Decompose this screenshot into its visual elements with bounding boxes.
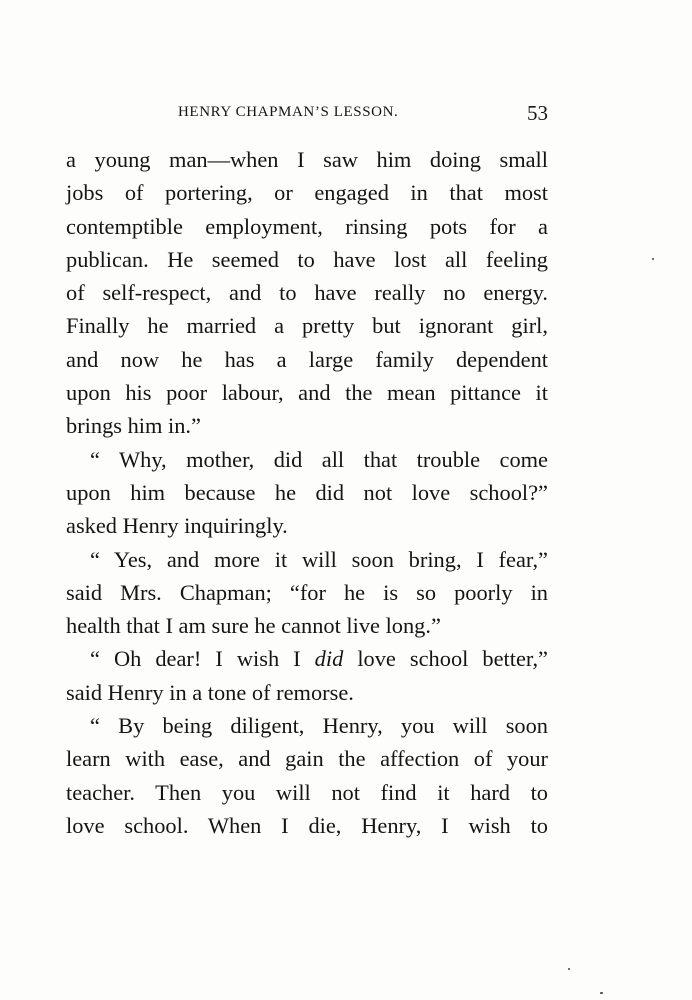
text-segment: “ Oh dear! I wish I [90,646,315,672]
emphasized-word: did [314,646,344,672]
text-line: contemptible employment, rinsing pots for a [66,213,548,239]
text-line: “ Why, mother, did all that trouble come [90,446,548,472]
text-line: Finally he married a pretty but ignorant girl, [66,313,548,339]
text-line: of self-respect, and to have really no energy. [66,280,548,306]
text-line: “ By being diligent, Henry, you will soon [90,713,548,739]
running-head: HENRY CHAPMAN’S LESSON. [178,104,399,120]
text-line: love school. When I die, Henry, I wish to [66,812,548,838]
text-segment: love school better,” [343,646,548,672]
paper-speck [652,258,654,260]
page-number: 53 [527,101,548,125]
text-line: jobs of portering, or engaged in that most [66,180,548,206]
page-header [66,101,548,128]
text-line: brings him in.” [66,413,201,439]
text-line: upon him because he did not love school?” [66,479,548,505]
text-line: said Mrs. Chapman; “for he is so poorly in [66,579,548,605]
text-line: “ Yes, and more it will soon bring, I fear,” [90,546,548,572]
paper-speck [600,992,603,994]
paper-speck [568,968,570,970]
text-line: a young man—when I saw him doing small [66,147,548,172]
text-line [66,642,548,675]
text-line: publican. He seemed to have lost all feeling [66,246,548,272]
text-line: and now he has a large family dependent [66,346,548,372]
text-line: health that I am sure he cannot live long.” [66,613,441,639]
text-line: upon his poor labour, and the mean pittance it [66,380,548,406]
text-line: said Henry in a tone of remorse. [66,679,354,705]
text-line: learn with ease, and gain the affection of your [66,746,548,772]
body-text [66,143,548,842]
text-line: teacher. Then you will not find it hard to [66,779,548,805]
text-line: asked Henry inquiringly. [66,513,288,539]
